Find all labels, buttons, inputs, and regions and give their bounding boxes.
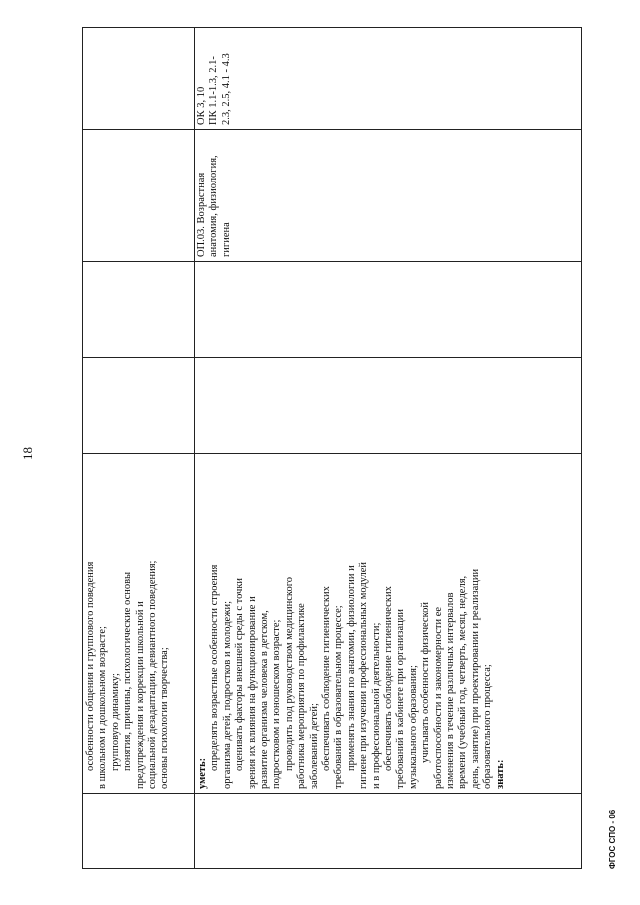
curriculum-table [82,27,582,869]
content-line: организма детей, подростков и молодежи; [221,601,233,789]
obligatory-hours-cell [83,262,195,358]
content-line: определять возрастные особенности строения [209,564,221,771]
discipline-line: гигиена [220,222,232,257]
content-line: групповую динамику; [109,673,121,771]
content-line: день, занятие) при проектировании и реализации [469,568,481,789]
competency-cell-empty [83,28,195,130]
content-line: понятия, причины, психологические основы [122,571,134,771]
content-line: требований в кабинете при организации [395,609,407,789]
content-line: образовательного процесса; [482,664,494,789]
competency-line: 2.3, 2.5, 4.1 - 4.3 [220,53,232,125]
content-line: гигиене при изучении профессиональных модулей [358,562,370,789]
content-lines [84,458,172,789]
content-line: применять знания по анатомии, физиологии и [345,565,357,771]
content-line: обеспечивать соблюдение гигиенических [320,586,332,771]
obligatory-hours-cell [194,262,581,358]
content-line: подростковом и юношеском возрасте; [271,619,283,789]
content-line: предупреждения и коррекции школьной и [134,601,146,789]
section-label: знать: [494,759,506,789]
content-line: работника мероприятия по профилактике [296,603,308,789]
table-row-previous [83,28,195,869]
content-line: музыкального образования; [407,665,419,789]
content-line: работоспособности и закономерности ее [432,606,444,789]
competency-cell [194,28,581,130]
content-line: обеспечивать соблюдение гигиенических [383,586,395,771]
discipline-cell-empty [83,130,195,262]
content-line: в школьном и дошкольном возрасте; [97,626,109,789]
content-line: социальной дезадаптации, девиантного поведения; [147,560,159,789]
content-line: учитывать особенности физической [420,601,432,763]
discipline-cell [194,130,581,262]
section-label: уметь: [196,757,208,789]
content-cell [194,454,581,794]
content-cell [83,454,195,794]
max-load-cell [194,358,581,454]
content-line: развитие организма человека в детском, [258,610,270,789]
discipline-name [196,134,233,257]
discipline-line: ОП.03. Возрастная [195,172,207,257]
competency-codes [196,32,233,125]
competency-line: ОК 3, 10 [195,86,207,125]
table-row-op03 [194,28,581,869]
content-line: времени (учебный год, четверть, месяц, неделя, [457,575,469,789]
content-line: основы психологии творчества; [159,647,171,789]
competency-line: ПК 1.1-1.3, 2.1- [208,56,220,125]
content-line: требований в образовательном процессе; [333,605,345,789]
index-cell [83,794,195,869]
index-cell [194,794,581,869]
content-line: и в профессиональной деятельности; [370,622,382,789]
content-line: проводить под руководством медицинского [283,576,295,771]
content-line: зрения их влияния на функционирование и [246,596,258,789]
content-line: изменения в течение различных интервалов [445,592,457,789]
content-line: оценивать факторы внешней среды с точки [234,577,246,771]
max-load-cell [83,358,195,454]
footer-code: ФГОС СПО - 06 [608,809,617,869]
content-line: заболеваний детей; [308,703,320,789]
content-line: особенности общения и группового поведения [85,561,96,771]
content-lines [196,458,507,789]
discipline-line: анатомия, физиология, [208,155,220,257]
page-number: 18 [20,447,35,460]
